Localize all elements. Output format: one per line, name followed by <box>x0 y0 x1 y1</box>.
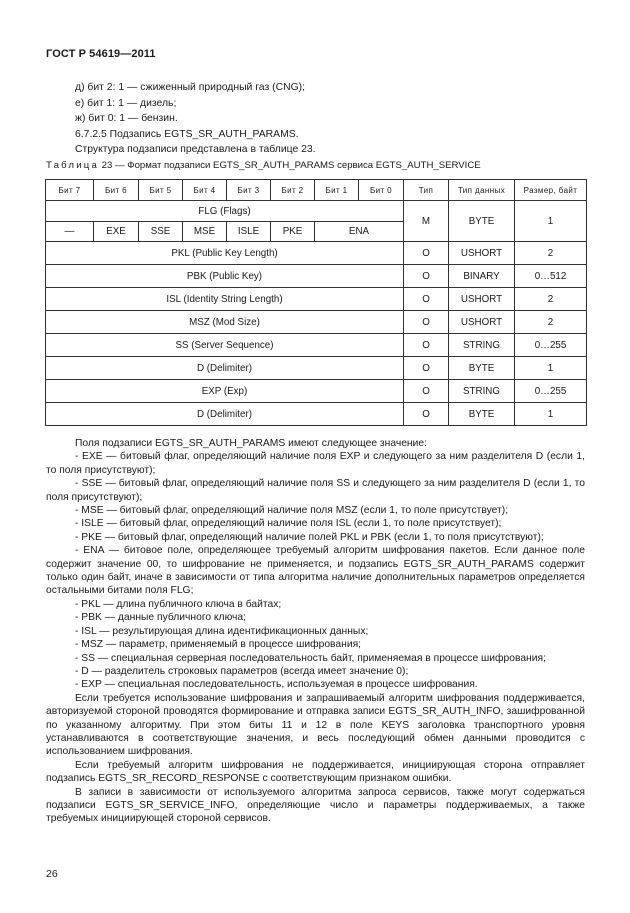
type-cell: O <box>404 311 449 334</box>
field-cell: MSZ (Mod Size) <box>46 311 404 334</box>
data-type-cell: BYTE <box>449 357 515 380</box>
table-caption-prefix: Таблица <box>46 160 100 171</box>
type-cell: O <box>404 380 449 403</box>
table-row <box>46 265 587 288</box>
list-item: - ISL — результирующая длина идентификационных данных; <box>75 625 369 637</box>
data-type-cell: USHORT <box>449 242 515 265</box>
type-cell: O <box>404 403 449 426</box>
table-row <box>46 403 587 426</box>
size-cell: 1 <box>515 403 587 426</box>
header-cell: Тип <box>404 180 449 201</box>
list-item: - MSE — битовый флаг, определяющий наличие поля MSZ (если 1, то поле присутствует); <box>75 505 509 517</box>
header-cell: Тип данных <box>449 180 515 201</box>
table-caption-text: 23 — Формат подзаписи EGTS_SR_AUTH_PARAMS сервиса EGTS_AUTH_SERVICE <box>99 160 481 171</box>
data-type-cell: STRING <box>449 380 515 403</box>
header-cell: Размер, байт <box>515 180 587 201</box>
bit-cell: ISLE <box>227 222 271 242</box>
header-cell: Бит 4 <box>183 180 227 201</box>
table-row <box>46 311 587 334</box>
field-cell: D (Delimiter) <box>46 403 404 426</box>
table-row <box>46 357 587 380</box>
field-cell: PKL (Public Key Length) <box>46 242 404 265</box>
intro-line: д) бит 2: 1 — сжиженный природный газ (CNG); <box>75 82 306 93</box>
list-item: - D — разделитель строковых параметров (всегда имеет значение 0); <box>75 665 409 677</box>
list-item: - PKE — битовый флаг, определяющий наличие полей PKL и PBK (если 1, то поля присутствуют); <box>75 531 544 543</box>
field-cell: PBK (Public Key) <box>46 265 404 288</box>
field-cell: D (Delimiter) <box>46 357 404 380</box>
header-cell: Бит 1 <box>315 180 359 201</box>
data-type-cell: BINARY <box>449 265 515 288</box>
table-row <box>46 334 587 357</box>
size-cell: 1 <box>515 201 587 242</box>
size-cell: 0…512 <box>515 265 587 288</box>
document-header: ГОСТ Р 54619—2011 <box>46 48 156 60</box>
header-cell: Бит 6 <box>94 180 139 201</box>
list-item: - PBK — данные публичного ключа; <box>75 612 247 624</box>
intro-line: ж) бит 0: 1 — бензин. <box>75 113 178 125</box>
page-number: 26 <box>46 868 58 880</box>
type-cell: M <box>404 201 449 242</box>
bit-cell: SSE <box>139 222 183 242</box>
field-cell: ISL (Identity String Length) <box>46 288 404 311</box>
format-table <box>45 179 587 426</box>
paragraph: Если требуемый алгоритм шифрования не поддерживается, инициирующая сторона отправляет подзапись EGTS_SR_RECORD_RESPONSE с соответствующим признаком ошибки. <box>46 759 585 785</box>
header-cell: Бит 0 <box>359 180 404 201</box>
list-item: - ENA — битовое поле, определяющее требуемый алгоритм шифрования пакетов. Если данное поле содержит значение 00, то шифрование не применяется, и подзапись EGTS_SR_AUTH_PARAMS содержит только один байт, иначе в зависимости от типа алгоритма наличие дополнительных параметров определяется остальными битами поля FLG; <box>46 545 585 597</box>
header-cell: Бит 3 <box>227 180 271 201</box>
section-heading: 6.7.2.5 Подзапись EGTS_SR_AUTH_PARAMS. <box>75 128 299 140</box>
bit-cell: ENA <box>315 222 404 242</box>
list-item: - EXE — битовый флаг, определяющий наличие поля EXP и следующего за ним разделителя D (если 1, то поля присутствуют); <box>46 451 585 476</box>
list-item: - SSE — битовый флаг, определяющий наличие поля SS и следующего за ним разделителя D (если 1, то поля присутствуют); <box>46 478 585 503</box>
data-type-cell: USHORT <box>449 311 515 334</box>
paragraph: В записи в зависимости от используемого алгоритма запроса сервисов, также могут содержаться подзаписи EGTS_SR_SERVICE_INFO, определяющие число и параметры поддерживаемых, а также требуемых инициирующей стороной сервисов. <box>46 786 585 825</box>
flags-label-cell: FLG (Flags) <box>46 201 404 222</box>
bit-cell: PKE <box>271 222 315 242</box>
header-cell: Бит 5 <box>139 180 183 201</box>
table-row <box>46 288 587 311</box>
bit-cell: EXE <box>94 222 139 242</box>
body-text <box>46 437 585 826</box>
list-item: - SS — специальная серверная последовательность байт, применяемая в процессе шифрования; <box>75 652 546 664</box>
size-cell: 0…255 <box>515 334 587 357</box>
header-cell: Бит 7 <box>46 180 94 201</box>
intro-block <box>75 80 316 158</box>
field-cell: SS (Server Sequence) <box>46 334 404 357</box>
paragraph: Поля подзаписи EGTS_SR_AUTH_PARAMS имеют следующее значение: <box>75 438 427 449</box>
size-cell: 0…255 <box>515 380 587 403</box>
list-item: - ISLE — битовый флаг, определяющий наличие поля ISL (если 1, то поле присутствует); <box>75 518 502 530</box>
list-item: - PKL — длина публичного ключа в байтах; <box>75 598 282 610</box>
intro-line: е) бит 1: 1 — дизель; <box>75 97 177 109</box>
intro-line: Структура подзаписи представлена в таблице 23. <box>75 144 316 156</box>
data-type-cell: STRING <box>449 334 515 357</box>
data-type-cell: BYTE <box>449 403 515 426</box>
list-item: - EXP — специальная последовательность, используемая в процессе шифрования. <box>75 679 478 691</box>
list-item: - MSZ — параметр, применяемый в процессе шифрования; <box>75 639 362 651</box>
bit-cell: — <box>46 222 94 242</box>
size-cell: 2 <box>515 288 587 311</box>
type-cell: O <box>404 242 449 265</box>
type-cell: O <box>404 265 449 288</box>
table-caption <box>46 160 481 171</box>
size-cell: 1 <box>515 357 587 380</box>
data-type-cell: BYTE <box>449 201 515 242</box>
table-row <box>46 242 587 265</box>
size-cell: 2 <box>515 242 587 265</box>
type-cell: O <box>404 357 449 380</box>
table-row <box>46 380 587 403</box>
bit-cell: MSE <box>183 222 227 242</box>
type-cell: O <box>404 334 449 357</box>
header-cell: Бит 2 <box>271 180 315 201</box>
paragraph: Если требуется использование шифрования и запрашиваемый алгоритм шифрования поддерживается, авторизуемой стороной проводятся формирование и отправка записи EGTS_SR_AUTH_INFO, зашифрованной по указанному алгоритму. При этом биты 11 и 12 в поле KEYS заголовка транспортного уровня устанавливаются в соответствующие значения, и весь последующий обмен данными проводится с использованием шифрования. <box>46 692 585 758</box>
table-row-flags <box>46 201 587 222</box>
field-cell: EXP (Exp) <box>46 380 404 403</box>
type-cell: O <box>404 288 449 311</box>
table-header-row <box>46 180 587 201</box>
data-type-cell: USHORT <box>449 288 515 311</box>
size-cell: 2 <box>515 311 587 334</box>
